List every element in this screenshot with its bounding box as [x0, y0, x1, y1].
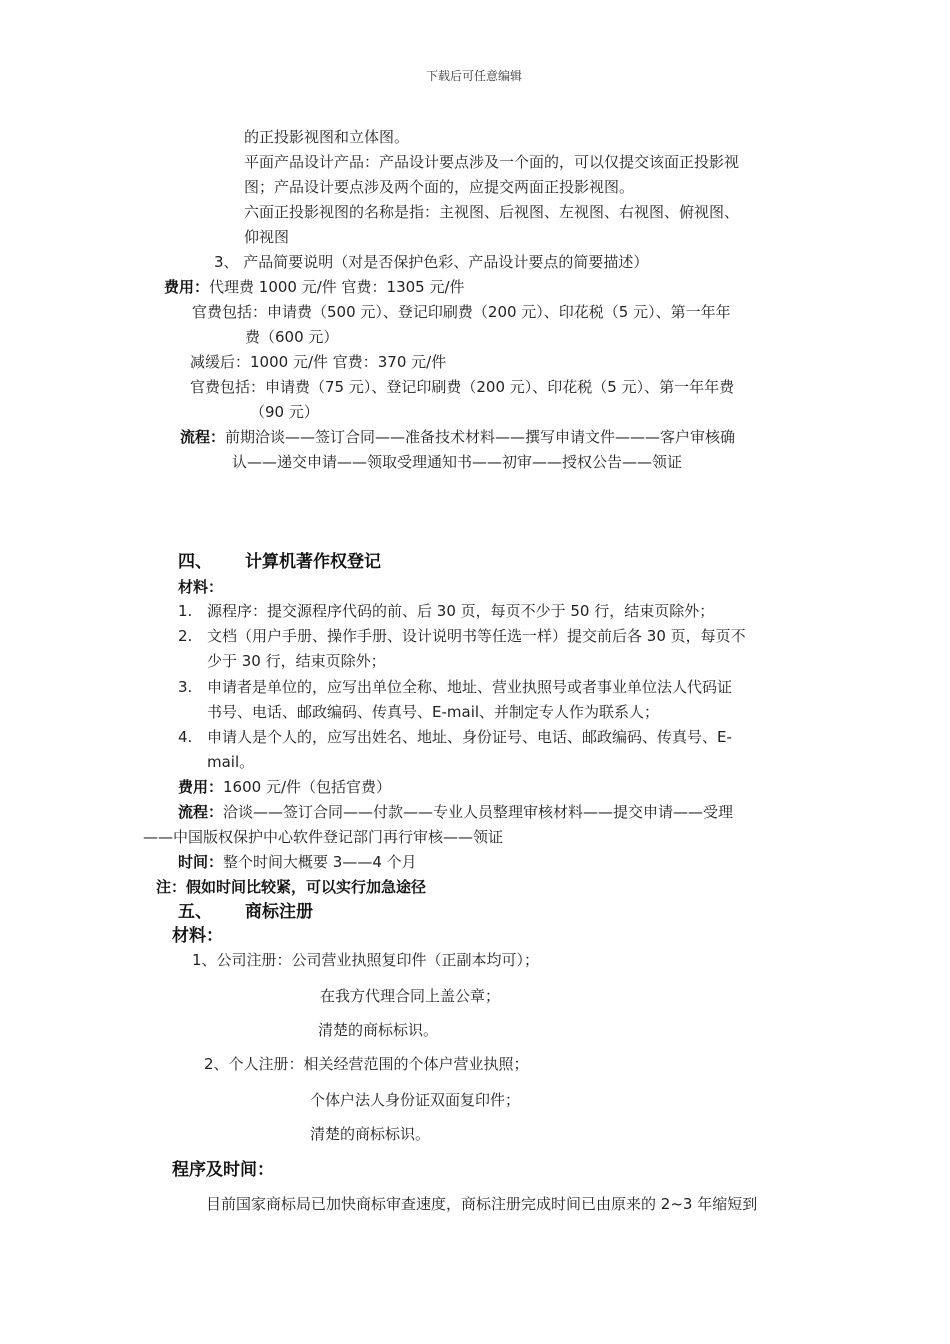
list-number: 4.	[178, 728, 193, 746]
procedure-label: 程序及时间：	[172, 1160, 274, 1180]
process-line: 认——递交申请——领取受理通知书——初审——授权公告——领证	[232, 453, 683, 471]
list-text: mail。	[207, 753, 255, 771]
fee-value: 代理费 1000 元/件 官费：1305 元/件	[209, 278, 465, 296]
fee-label: 费用：	[164, 278, 210, 296]
section-number: 五、	[178, 902, 212, 922]
process-text: 洽谈——签订合同——付款——专业人员整理审核材料——提交申请——受理	[223, 803, 734, 821]
official-fee-line: 官费包括：申请费（500 元）、登记印刷费（200 元）、印花税（5 元）、第一年年	[192, 303, 731, 321]
text-line: 平面产品设计产品：产品设计要点涉及一个面的，可以仅提交该面正投影视	[244, 153, 740, 171]
time-label: 时间：	[178, 853, 224, 871]
list-text: 申请人是个人的，应写出姓名、地址、身份证号、电话、邮政编码、传真号、E-	[207, 728, 732, 746]
list-text: 书号、电话、邮政编码、传真号、E-mail、并制定专人作为联系人；	[207, 703, 660, 721]
list-text: 少于 30 行，结束页除外；	[207, 652, 386, 670]
text-line: 六面正投影视图的名称是指：主视图、后视图、左视图、右视图、俯视图、	[244, 203, 740, 221]
text-line: 图；产品设计要点涉及两个面的，应提交两面正投影视图。	[244, 178, 635, 196]
procedure-text: 目前国家商标局已加快商标审查速度，商标注册完成时间已由原来的 2~3 年缩短到	[206, 1195, 758, 1213]
company-registration: 1、公司注册：公司营业执照复印件（正副本均可）；	[192, 951, 540, 969]
sub-item: 个体户法人身份证双面复印件；	[310, 1091, 521, 1109]
section-number: 四、	[178, 552, 212, 572]
list-text: 源程序：提交源程序代码的前、后 30 页，每页不少于 50 行，结束页除外；	[207, 602, 715, 620]
section-heading	[178, 900, 313, 924]
official-fee-line: 官费包括：申请费（75 元）、登记印刷费（200 元）、印花税（5 元）、第一年年费	[190, 378, 735, 396]
sub-item: 在我方代理合同上盖公章；	[320, 987, 501, 1005]
personal-registration: 2、个人注册：相关经营范围的个体户营业执照；	[204, 1055, 529, 1073]
section-title: 商标注册	[245, 902, 313, 922]
official-fee-line: 费（600 元）	[245, 328, 339, 346]
sub-item: 清楚的商标标识。	[310, 1125, 431, 1143]
process-label: 流程：	[180, 428, 226, 446]
time-value: 整个时间大概要 3——4 个月	[223, 853, 417, 871]
note-line: 注：假如时间比较紧，可以实行加急途径	[156, 878, 427, 896]
list-text: 文档（用户手册、操作手册、设计说明书等任选一样）提交前后各 30 页，每页不	[207, 627, 746, 645]
text-line: 3、 产品简要说明（对是否保护色彩、产品设计要点的简要描述）	[214, 253, 649, 271]
page-header: 下载后可任意编辑	[426, 69, 523, 83]
sub-item: 清楚的商标标识。	[318, 1021, 439, 1039]
text-line: 的正投影视图和立体图。	[244, 128, 410, 146]
list-number: 1.	[178, 602, 193, 620]
time-line	[178, 850, 417, 874]
official-fee-line: （90 元）	[250, 403, 319, 421]
materials-label: 材料：	[178, 578, 224, 596]
fee-line	[164, 275, 465, 299]
process-line: ——中国版权保护中心软件登记部门再行审核——领证	[143, 828, 504, 846]
section-title: 计算机著作权登记	[245, 552, 381, 572]
list-text: 申请者是单位的，应写出单位全称、地址、营业执照号或者事业单位法人代码证	[207, 678, 733, 696]
fee-value: 1600 元/件（包括官费）	[223, 778, 392, 796]
text-line: 仰视图	[244, 228, 290, 246]
process-label: 流程：	[178, 803, 224, 821]
materials-label: 材料：	[172, 926, 223, 946]
list-number: 2.	[178, 627, 193, 645]
process-text: 前期洽谈——签订合同——准备技术材料——撰写申请文件———客户审核确	[225, 428, 736, 446]
fee-line	[178, 775, 391, 799]
reduced-fee-line: 减缓后：1000 元/件 官费：370 元/件	[190, 353, 447, 371]
process-line	[178, 800, 733, 824]
process-line	[180, 425, 735, 449]
fee-label: 费用：	[178, 778, 224, 796]
list-number: 3.	[178, 678, 193, 696]
section-heading	[178, 550, 381, 574]
